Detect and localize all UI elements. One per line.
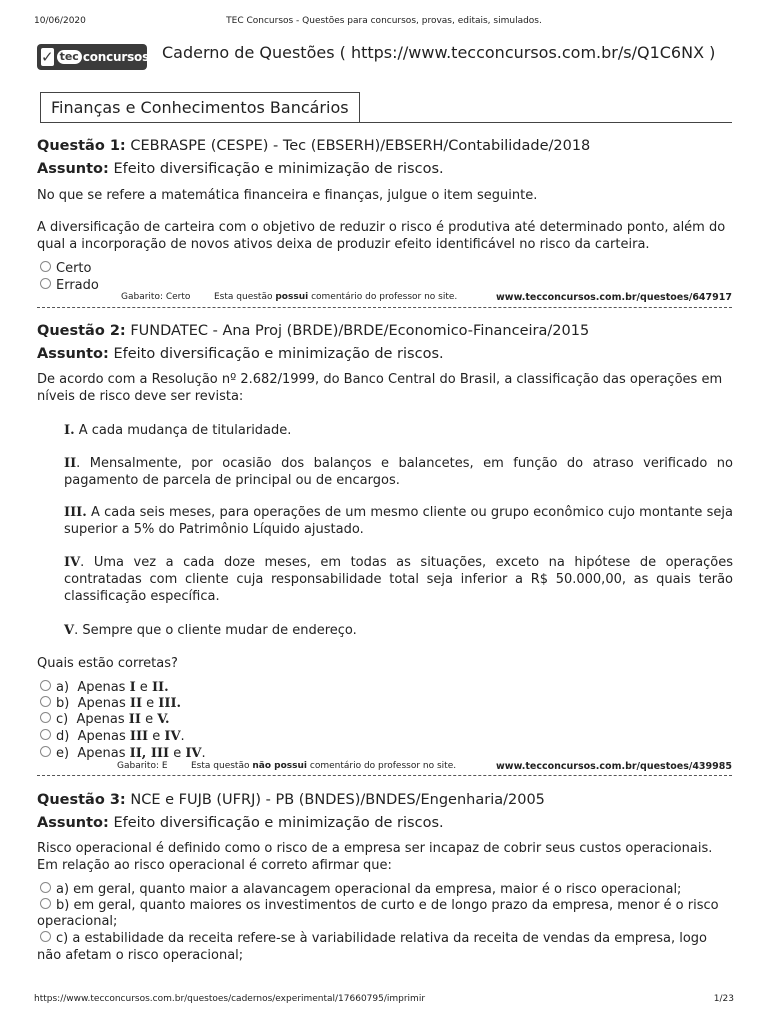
section-title: Finanças e Conhecimentos Bancários [40,92,360,122]
radio-icon[interactable] [40,746,51,757]
option-c[interactable] [40,930,707,947]
print-header [34,16,734,30]
option-conj: e [140,712,158,727]
item-text: . Mensalmente, por ocasião dos balanços e balancetes, em função do atraso verificado no pagamento de parcela de principal ou de encargos. [64,456,733,488]
item-text: . Sempre que o cliente mudar de endereço. [74,623,357,638]
option-part-1: I [129,680,136,695]
question-source: NCE e FUJB (UFRJ) - PB (BNDES)/BNDES/Engenharia/2005 [130,792,545,808]
option-letter: b) [56,696,70,711]
option-label: Certo [56,261,92,276]
option-part-2: IV [164,729,181,744]
subject-label: Assunto: [37,815,109,831]
question-label: Questão 2: [37,323,126,339]
radio-icon[interactable] [40,278,51,289]
radio-icon[interactable] [40,729,51,740]
comment-note [191,761,456,771]
question-link[interactable]: www.tecconcursos.com.br/questoes/439985 [496,761,732,772]
option-part-1: II [128,712,141,727]
item-number: V [64,623,75,638]
option-b[interactable] [40,695,181,712]
question-2-statement: De acordo com a Resolução nº 2.682/1999, do Banco Central do Brasil, a classificação das operações em níveis de risco deve ser revista: [37,372,723,404]
subject-text: Efeito diversificação e minimização de riscos. [113,161,444,177]
radio-icon[interactable] [40,712,51,723]
note-suffix: comentário do professor no site. [309,761,457,771]
statement-item-5 [64,622,733,639]
question-divider [37,775,732,776]
checkmark-icon: ✓ [41,48,54,66]
option-part-1: II [129,696,143,711]
question-2-subject [37,346,444,362]
option-text: b) em geral, quanto maiores os investimentos de curto e de longo prazo da empresa, menor é o risco [56,898,719,913]
option-letter: d) [56,729,70,744]
question-source: CEBRASPE (CESPE) - Tec (EBSERH)/EBSERH/Contabilidade/2018 [130,138,591,154]
page-number: 1/23 [713,994,734,1004]
option-certo[interactable] [40,260,91,277]
option-b[interactable] [40,897,719,914]
option-prefix: Apenas [77,696,130,711]
option-part-1: III [129,729,149,744]
radio-icon[interactable] [40,696,51,707]
item-text: A cada mudança de titularidade. [78,423,292,438]
question-3-header [37,792,545,808]
radio-icon[interactable] [40,882,51,893]
question-2-header [37,323,589,339]
print-url: https://www.tecconcursos.com.br/questoes/cadernos/experimental/17660795/imprimir [34,994,426,1004]
option-letter: c) [56,712,69,727]
note-status: possui [275,292,309,302]
comment-note [214,292,457,302]
question-3-statement: Risco operacional é definido como o risco de a empresa ser incapaz de cobrir seus custos operacionais. Em relação ao risco operacional é correto afirmar que: [37,841,713,873]
note-suffix: comentário do professor no site. [311,292,458,302]
question-divider [37,307,732,308]
option-a[interactable] [40,679,169,696]
note-prefix: Esta questão [191,761,250,771]
option-part-2: IV [185,746,202,761]
option-prefix: Apenas [77,729,130,744]
statement-item-4 [64,554,733,605]
tec-concursos-logo [37,44,150,70]
item-text: . Uma vez a cada doze meses, em todas as situações, exceto na hipótese de operações contratadas com cliente cuja responsabilidade total seja inferior a R$ 50.000,00, as quais terão classificação específica. [64,555,733,604]
statement-item-2 [64,455,733,489]
option-prefix: Apenas [77,746,130,761]
question-source: FUNDATEC - Ana Proj (BRDE)/BRDE/Economico-Financeira/2015 [130,323,590,339]
item-number: II [64,456,77,471]
option-c[interactable] [40,711,170,728]
radio-icon[interactable] [40,931,51,942]
option-part-2: V. [157,712,170,727]
question-2-prompt: Quais estão corretas? [37,656,178,671]
question-label: Questão 1: [37,138,126,154]
subject-label: Assunto: [37,346,109,362]
subject-text: Efeito diversificação e minimização de riscos. [113,815,444,831]
item-text: A cada seis meses, para operações de um mesmo cliente ou grupo econômico cujo montante seja superior a 5% do Patrimônio Líquido ajustado. [64,505,733,537]
option-conj: e [148,729,165,744]
item-number: III. [64,505,87,520]
option-part-1: II, III [129,746,170,761]
question-link[interactable]: www.tecconcursos.com.br/questoes/647917 [496,292,732,303]
option-conj: e [169,746,186,761]
question-1-statement: A diversificação de carteira com o objetivo de reduzir o risco é produtiva até determinado ponto, além do qual a incorporação de novos ativos deixa de produzir efeito identificável no risco da carteira. [37,220,726,252]
question-1-meta [37,292,732,304]
radio-icon[interactable] [40,898,51,909]
answer-key: Gabarito: E [117,761,168,771]
logo-name: concursos [82,50,150,64]
radio-icon[interactable] [40,261,51,272]
question-3-subject [37,815,444,831]
subject-text: Efeito diversificação e minimização de riscos. [113,346,444,362]
note-prefix: Esta questão [214,292,273,302]
question-label: Questão 3: [37,792,126,808]
statement-item-1 [64,422,733,439]
option-letter: e) [56,746,70,761]
question-1-intro: No que se refere a matemática financeira e finanças, julgue o item seguinte. [37,188,538,203]
option-d[interactable]: d) Apenas III e IV. [40,728,185,745]
answer-key: Gabarito: Certo [121,292,191,302]
option-conj: e [135,680,152,695]
option-part-2: III. [158,696,182,711]
question-1-subject [37,161,444,177]
option-a[interactable] [40,881,681,898]
print-date: 10/06/2020 [34,16,86,26]
statement-item-3 [64,504,733,538]
logo-tec: tec [57,50,82,64]
option-text: c) a estabilidade da receita refere-se à variabilidade relativa da receita de vendas da empresa, logo [56,931,708,946]
print-footer [34,994,734,1008]
question-1-header [37,138,590,154]
radio-icon[interactable] [40,680,51,691]
question-2-meta [37,761,732,773]
note-status: não possui [252,761,307,771]
option-part-2: II. [151,680,169,695]
item-number: I. [64,423,75,438]
print-page-title: TEC Concursos - Questões para concursos, provas, editais, simulados. [226,16,542,26]
notebook-title: Caderno de Questões ( https://www.tecconcursos.com.br/s/Q1C6NX ) [162,43,716,62]
option-label: Errado [56,278,99,293]
option-conj: e [142,696,159,711]
option-b-continued: operacional; [37,914,118,929]
item-number: IV [64,555,81,570]
option-letter: a) [56,680,70,695]
option-text: a) em geral, quanto maior a alavancagem operacional da empresa, maior é o risco operacional; [56,882,682,897]
subject-label: Assunto: [37,161,109,177]
option-c-continued: não afetam o risco operacional; [37,948,244,963]
option-prefix: Apenas [76,712,129,727]
option-prefix: Apenas [77,680,130,695]
brand-bar [37,44,150,70]
option-e[interactable]: e) Apenas II, III e IV. [40,745,206,762]
